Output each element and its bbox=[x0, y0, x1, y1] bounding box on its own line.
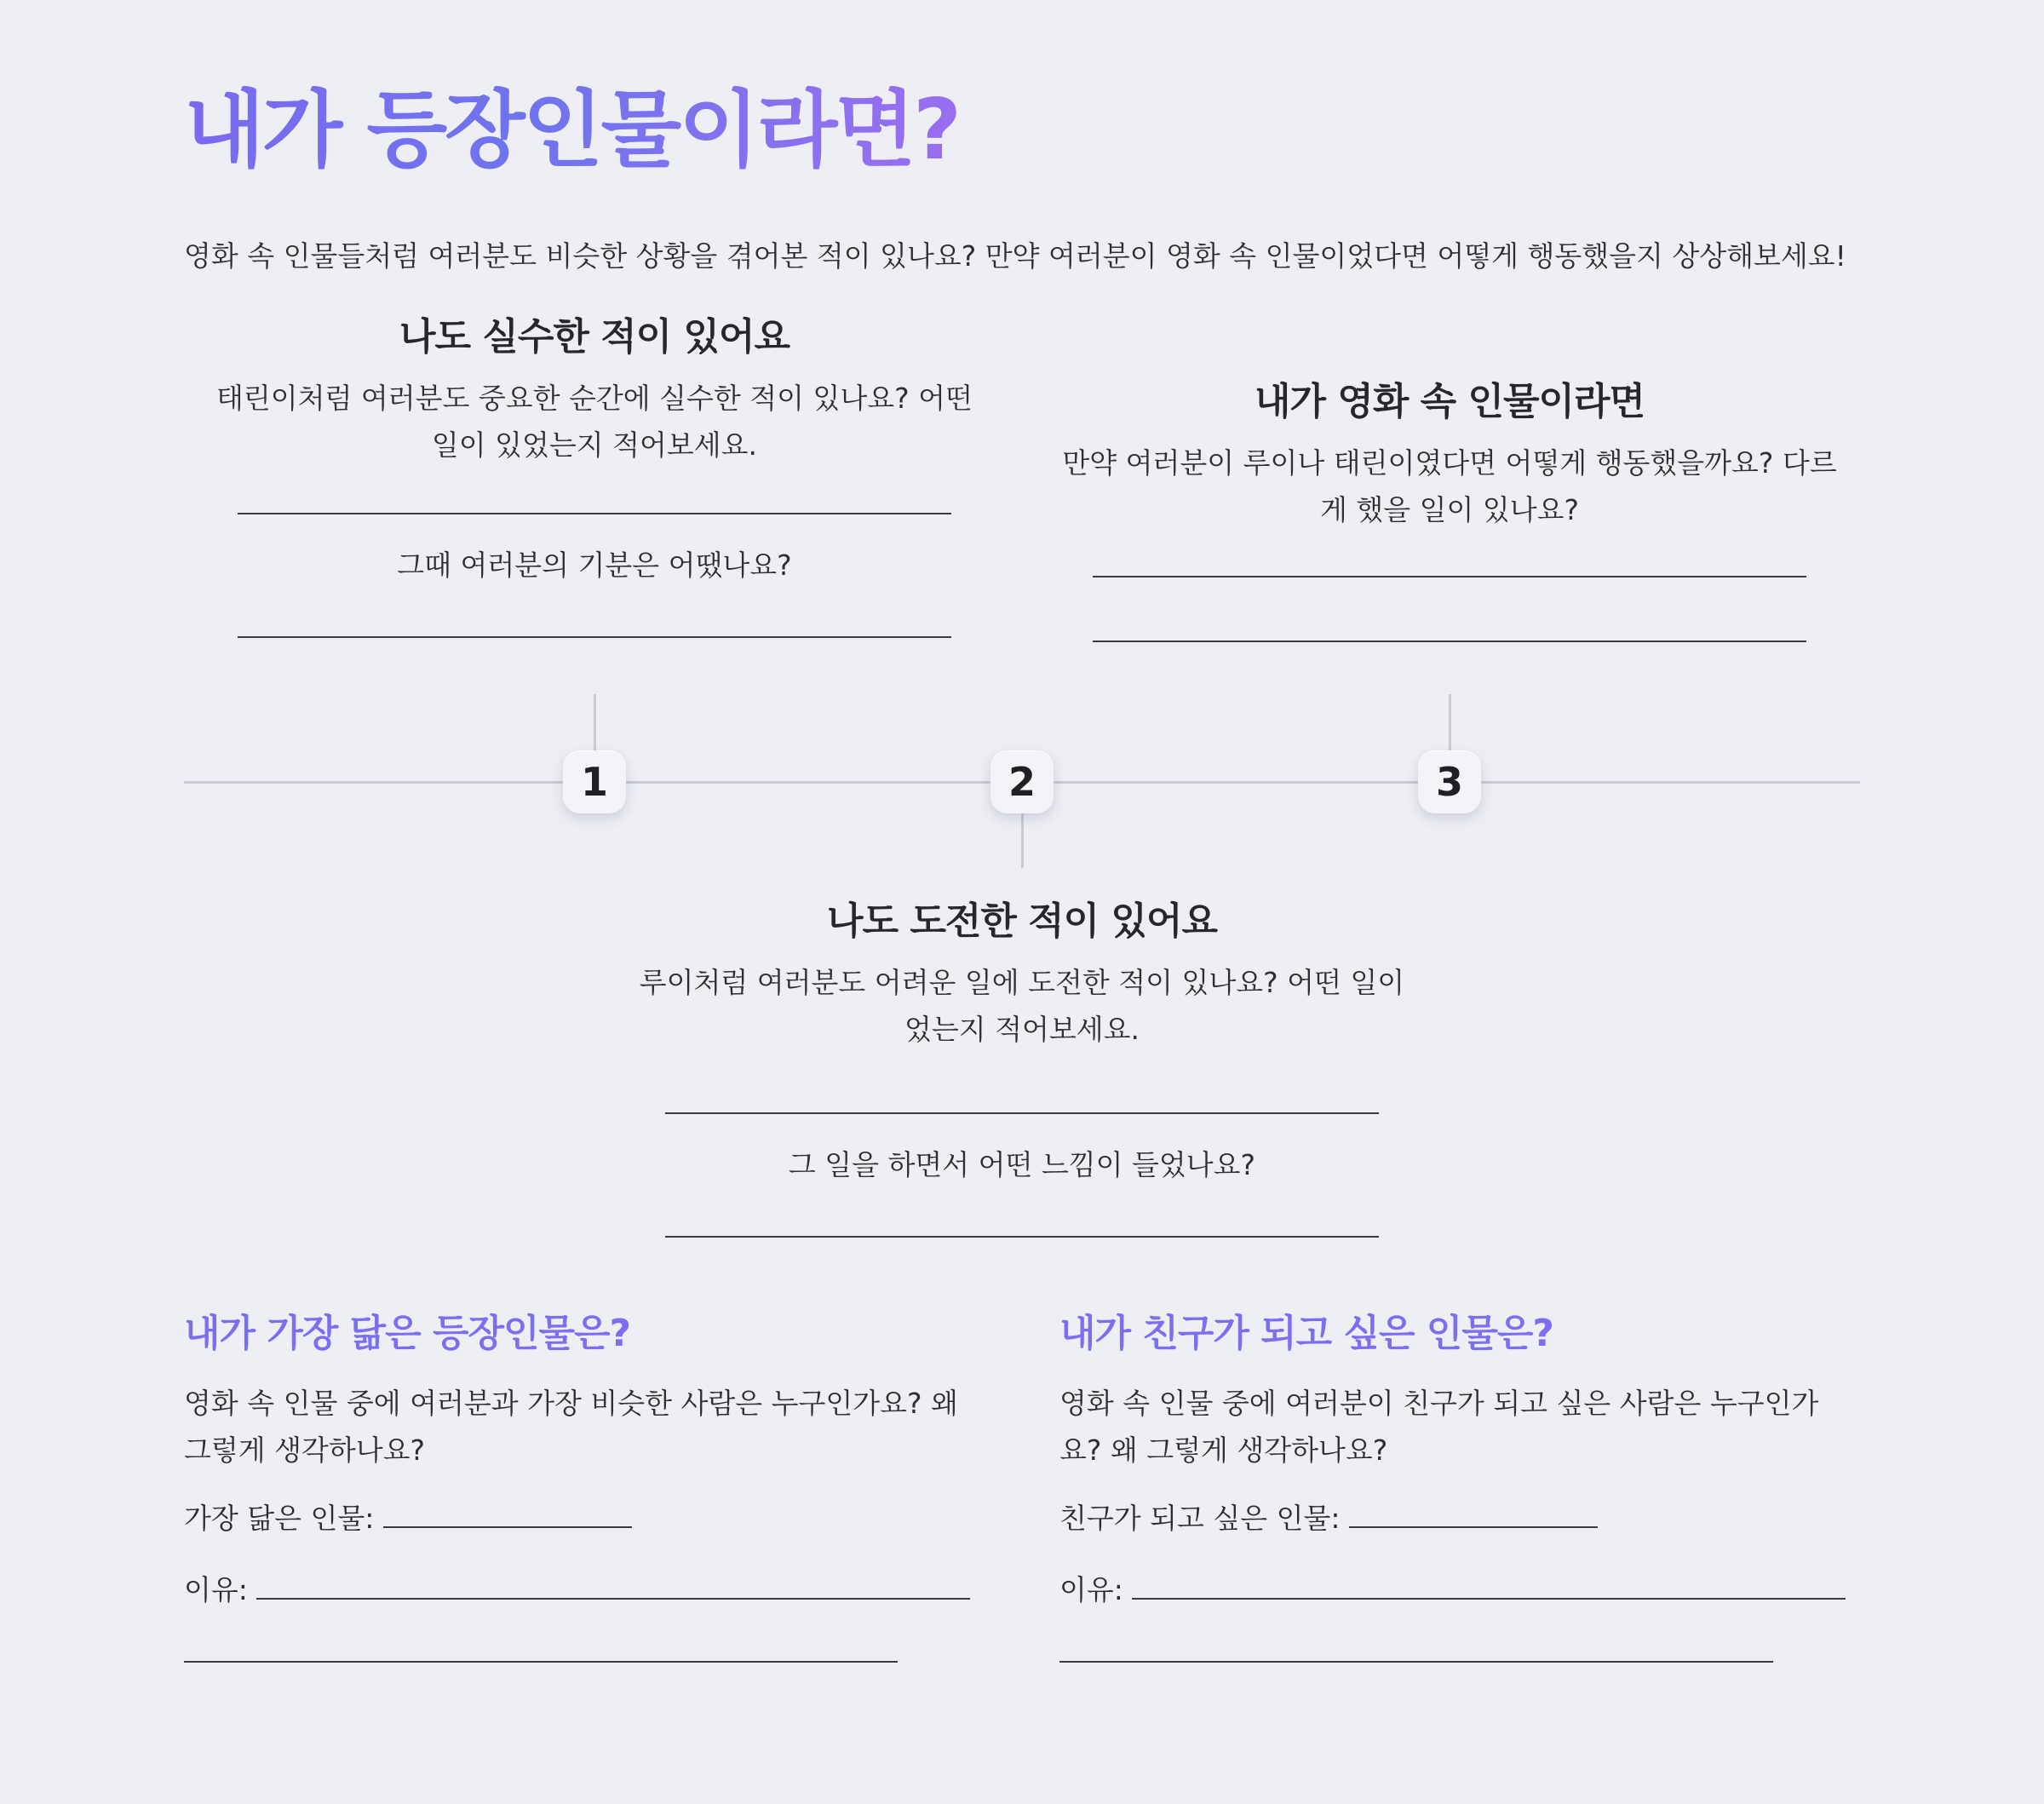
section-if-character bbox=[1054, 375, 1845, 642]
section-friend-character bbox=[1059, 1307, 1860, 1663]
section-mistake-description: 태린이처럼 여러분도 중요한 순간에 실수한 적이 있나요? 어떤 일이 있었는지 적어보세요. bbox=[216, 382, 973, 462]
section-challenge-question: 그 일을 하면서 어떤 느낌이 들었나요? bbox=[788, 1148, 1256, 1181]
similar-reason-row bbox=[184, 1569, 985, 1612]
similar-reason-label: 이유: bbox=[184, 1573, 248, 1606]
similar-character-label: 가장 닮은 인물: bbox=[184, 1502, 375, 1535]
answer-line[interactable] bbox=[1059, 1661, 1773, 1663]
friend-character-row bbox=[1059, 1497, 1860, 1540]
section-similar-description: 영화 속 인물 중에 여러분과 가장 비슷한 사람은 누구인가요? 왜 그렇게 생각하나요? bbox=[184, 1387, 958, 1467]
section-friend-description: 영화 속 인물 중에 여러분이 친구가 되고 싶은 사람은 누구인가요? 왜 그렇게 생각하나요? bbox=[1059, 1387, 1819, 1467]
friend-reason-row bbox=[1059, 1569, 1860, 1612]
answer-line[interactable] bbox=[665, 1236, 1379, 1238]
friend-reason-input[interactable] bbox=[1132, 1571, 1846, 1600]
answer-line[interactable] bbox=[184, 1661, 898, 1663]
section-similar-character bbox=[184, 1307, 985, 1663]
page-title: 내가 등장인물이라면? bbox=[184, 75, 959, 186]
friend-character-input[interactable] bbox=[1349, 1499, 1598, 1528]
answer-line[interactable] bbox=[1093, 641, 1806, 642]
answer-line[interactable] bbox=[238, 636, 951, 638]
similar-reason-input[interactable] bbox=[256, 1571, 970, 1600]
similar-character-input[interactable] bbox=[383, 1499, 632, 1528]
section-mistake-question: 그때 여러분의 기분은 어땠나요? bbox=[397, 549, 792, 582]
timeline-marker-2: 2 bbox=[990, 750, 1054, 813]
timeline-marker-3: 3 bbox=[1418, 750, 1481, 813]
section-challenge bbox=[639, 894, 1405, 1238]
section-friend-heading: 내가 친구가 되고 싶은 인물은? bbox=[1059, 1312, 1553, 1355]
section-mistake-heading: 나도 실수한 적이 있어요 bbox=[399, 315, 789, 359]
similar-character-row bbox=[184, 1497, 985, 1540]
timeline-marker-1: 1 bbox=[563, 750, 626, 813]
section-challenge-description: 루이처럼 여러분도 어려운 일에 도전한 적이 있나요? 어떤 일이 었는지 적어보세요. bbox=[639, 966, 1405, 1046]
friend-character-label: 친구가 되고 싶은 인물: bbox=[1059, 1502, 1341, 1535]
answer-line[interactable] bbox=[665, 1112, 1379, 1114]
section-challenge-heading: 나도 도전한 적이 있어요 bbox=[827, 899, 1217, 943]
answer-line[interactable] bbox=[1093, 576, 1806, 577]
section-mistake bbox=[210, 310, 979, 638]
section-similar-heading: 내가 가장 닮은 등장인물은? bbox=[184, 1312, 631, 1355]
intro-text: 영화 속 인물들처럼 여러분도 비슷한 상황을 겪어본 적이 있나요? 만약 여러분이 영화 속 인물이었다면 어떻게 행동했을지 상상해보세요! bbox=[184, 239, 1846, 273]
section-if-character-heading: 내가 영화 속 인물이라면 bbox=[1255, 380, 1645, 423]
friend-reason-label: 이유: bbox=[1059, 1573, 1123, 1606]
section-if-character-description: 만약 여러분이 루이나 태린이였다면 어떻게 행동했을까요? 다르게 했을 일이 있나요? bbox=[1062, 446, 1837, 526]
answer-line[interactable] bbox=[238, 513, 951, 514]
